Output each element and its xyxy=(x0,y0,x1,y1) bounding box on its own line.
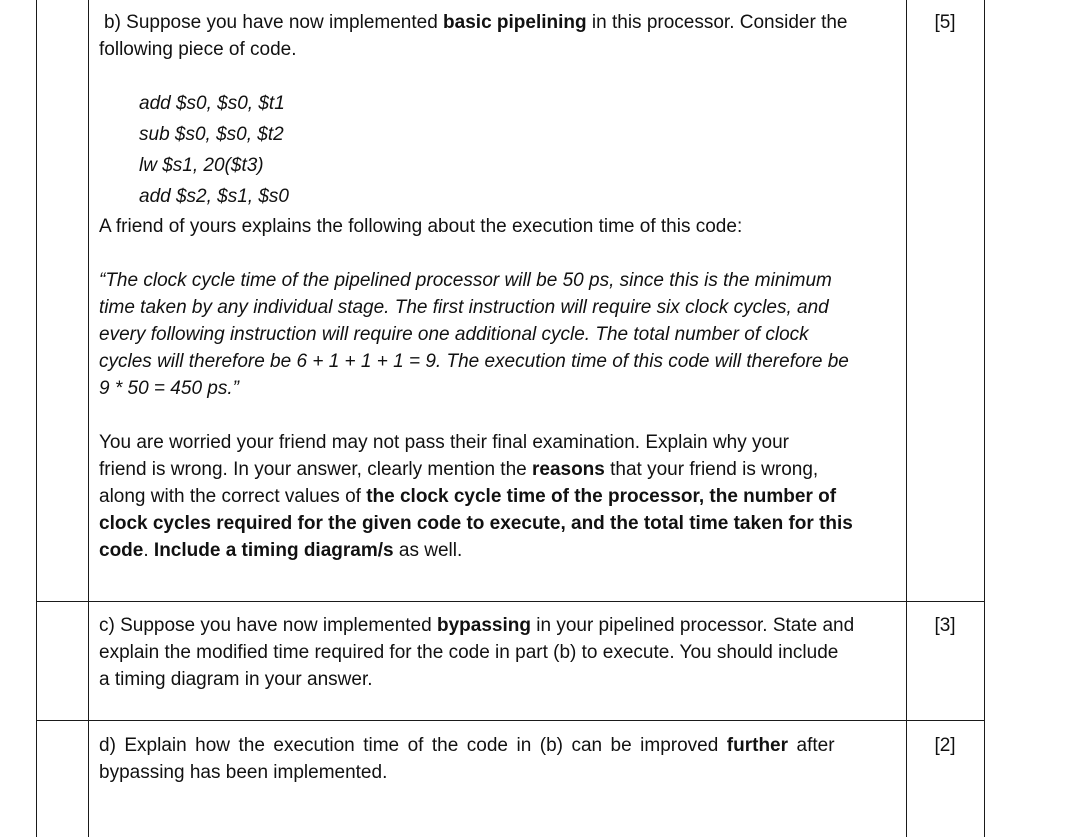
code-line: sub $s0, $s0, $t2 xyxy=(139,124,284,145)
question-c-line: a timing diagram in your answer. xyxy=(99,669,373,690)
task-text: friend is wrong. In your answer, clearly mention the xyxy=(99,459,532,480)
question-c-text: c) Suppose you have now implemented xyxy=(99,615,437,636)
requirement-bold: code xyxy=(99,540,144,561)
quote-line: “The clock cycle time of the pipelined processor will be 50 ps, since this is the minimum xyxy=(99,270,832,291)
task-line xyxy=(99,456,897,483)
question-c-line: explain the modified time required for the code in part (b) to execute. You should include xyxy=(99,642,839,663)
task-text: along with the correct values of xyxy=(99,486,367,507)
table-border-marks-col xyxy=(906,0,907,837)
requirement-bold: the clock cycle time of the processor, the number of xyxy=(366,486,837,507)
timing-diagram-requirement: Include a timing diagram/s xyxy=(153,540,394,561)
task-line: You are worried your friend may not pass their final examination. Explain why your xyxy=(99,432,789,453)
quote-line: cycles will therefore be 6 + 1 + 1 + 1 = 9. The execution time of this code will therefore be xyxy=(99,351,849,372)
task-text: that your friend is wrong, xyxy=(604,459,819,480)
question-c xyxy=(99,612,897,693)
code-line: add $s0, $s0, $t1 xyxy=(139,93,285,114)
table-border-left xyxy=(36,0,37,837)
question-b-intro-line2: following piece of code. xyxy=(99,39,297,60)
bypassing-term: bypassing xyxy=(436,615,531,636)
further-term: further xyxy=(726,735,789,756)
question-d xyxy=(99,732,897,786)
requirement-bold: clock cycles required for the given code to execute, and the total time taken for this xyxy=(99,513,853,534)
task-line xyxy=(99,483,897,510)
code-block xyxy=(139,88,289,212)
row-divider-bc xyxy=(36,601,985,602)
friend-intro: A friend of yours explains the following about the execution time of this code: xyxy=(99,216,743,237)
mark-c: [3] xyxy=(934,615,956,636)
quote-line: 9 * 50 = 450 ps.” xyxy=(99,378,239,399)
mark-b: [5] xyxy=(934,12,956,33)
friend-quote xyxy=(99,267,897,402)
task-line xyxy=(99,510,897,537)
question-d-text: d) Explain how the execution time of the code in (b) can be improved xyxy=(99,735,727,756)
question-b-intro-text-end: in this processor. Consider the xyxy=(586,12,848,33)
question-d-line: bypassing has been implemented. xyxy=(99,762,388,783)
mark-d: [2] xyxy=(934,735,956,756)
reasons-term: reasons xyxy=(531,459,605,480)
task-text: as well. xyxy=(393,540,463,561)
task-text: . xyxy=(143,540,154,561)
row-divider-cd xyxy=(36,720,985,721)
quote-line: every following instruction will require one additional cycle. The total number of clock xyxy=(99,324,809,345)
code-line: add $s2, $s1, $s0 xyxy=(139,186,289,207)
question-c-line xyxy=(99,612,897,639)
question-b-task xyxy=(99,429,897,564)
task-line xyxy=(99,537,897,564)
question-b-intro-text: b) Suppose you have now implemented xyxy=(104,12,444,33)
question-d-text: after xyxy=(788,735,835,756)
question-b-intro xyxy=(99,9,897,63)
basic-pipelining-term: basic pipelining xyxy=(443,12,587,33)
question-d-line xyxy=(99,732,897,759)
table-border-number-col xyxy=(88,0,89,837)
quote-line: time taken by any individual stage. The first instruction will require six clock cycles, and xyxy=(99,297,829,318)
table-border-right xyxy=(984,0,985,837)
code-line: lw $s1, 20($t3) xyxy=(139,155,264,176)
question-c-text: in your pipelined processor. State and xyxy=(530,615,855,636)
